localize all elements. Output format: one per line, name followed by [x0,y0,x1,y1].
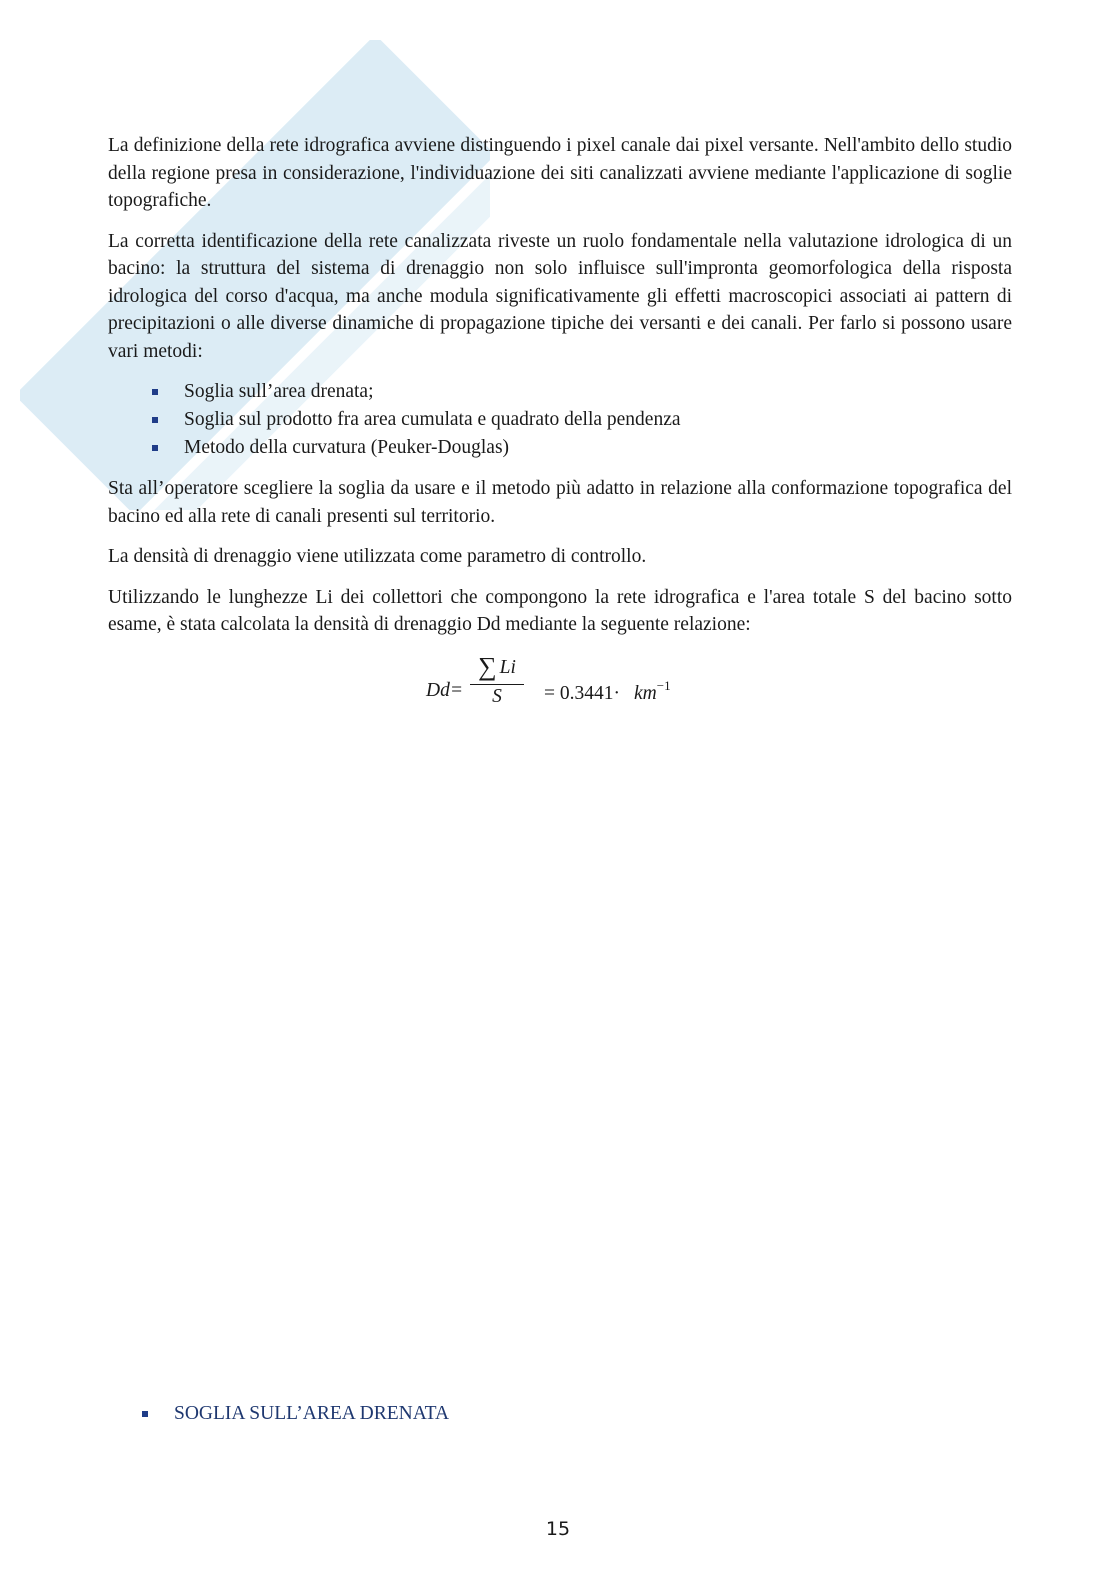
formula-rhs [544,678,671,705]
list-item-text: Metodo della curvatura (Peuker-Douglas) [184,437,510,458]
paragraph-relation-intro: Utilizzando le lunghezze Li dei collettori che compongono la rete idrografica e l'area totale S del bacino sotto esame, è stata calcolata la densità di drenaggio Dd mediante la seguente relazione: [108,586,1012,635]
formula-unit: km [634,682,657,704]
formula-exponent: −1 [656,677,671,693]
drainage-density-formula [108,652,1012,718]
square-bullet-icon [142,1411,148,1417]
formula-sigma: ∑ [478,651,497,681]
page-number: 15 [545,1518,571,1540]
formula-lhs: Dd= [426,679,463,701]
formula-numerator [470,652,524,685]
section-heading [142,1400,449,1428]
list-item [152,378,1012,406]
formula-fraction [470,652,524,708]
square-bullet-icon [152,389,158,395]
list-item-text: Soglia sul prodotto fra area cumulata e quadrato della pendenza [184,409,681,430]
methods-list [108,378,1012,462]
paragraph-network-identification: La corretta identificazione della rete canalizzata riveste un ruolo fondamentale nella valutazione idrologica di un bacino: la struttura del sistema di drenaggio non solo influisce sull'impronta geomorfologica della risposta idrologica del corso d'acqua, ma anche modula significativamente gli effetti macroscopici associati ai pattern di precipitazioni o alle diverse dinamiche di propagazione tipiche dei versanti e dei canali. Per farlo si possono usare vari metodi: [108,230,1012,362]
list-item-text: Soglia sull’area drenata; [184,381,374,402]
square-bullet-icon [152,445,158,451]
formula-denominator: S [492,685,502,707]
list-item [152,434,1012,462]
paragraph-drainage-density: La densità di drenaggio viene utilizzata come parametro di controllo. [108,546,647,567]
list-item [152,406,1012,434]
paragraph-operator-choice: Sta all’operatore scegliere la soglia da usare e il metodo più adatto in relazione alla conformazione topografica del bacino ed alla rete di canali presenti sul territorio. [108,478,1012,527]
section-heading-text: SOGLIA SULL’AREA DRENATA [174,1403,450,1424]
page-content [108,132,1012,718]
formula-result: = 0.3441· [544,682,620,704]
paragraph-network-definition: La definizione della rete idrografica avviene distinguendo i pixel canale dai pixel versante. Nell'ambito dello studio della regione presa in considerazione, l'individuazione dei siti canalizzati avviene mediante l'applicazione di soglie topografiche. [108,135,1012,211]
square-bullet-icon [152,417,158,423]
formula-numerator-text: Li [499,656,516,678]
